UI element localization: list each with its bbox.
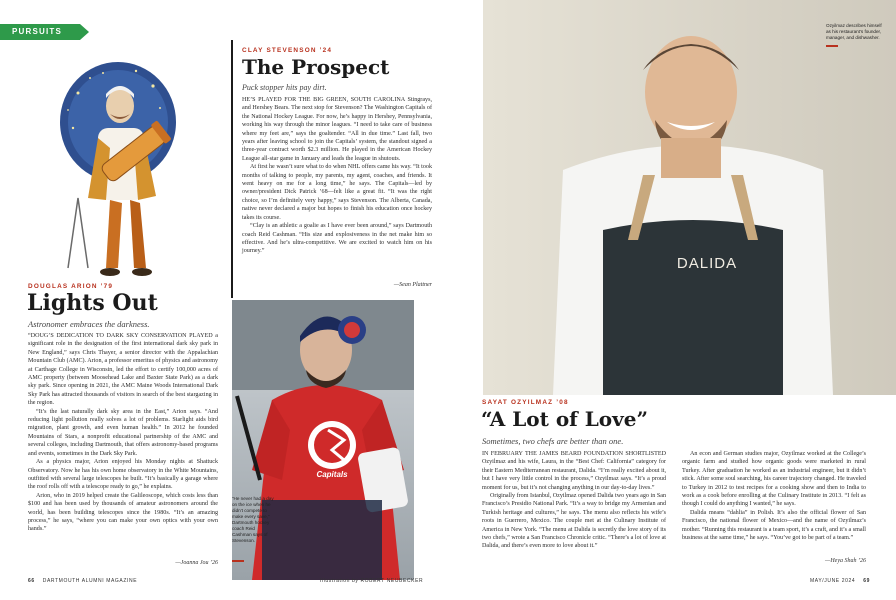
lights-out-byline: —Joanna Jou ’26 — [175, 560, 218, 566]
love-body-left — [482, 450, 666, 551]
jersey-text: Capitals — [316, 470, 348, 479]
love-paragraph: Dalida means “dahlia” in Polish. It’s also the official flower of San Francisco, the national flower of Mexico—and the name of Ozyilmaz’s mother. “Running this restaurant is a team sport, it’s a craft, and it’s a small business at the same time,” he says. “You’ve got to be part of a team.” — [682, 509, 866, 542]
love-body-right — [682, 450, 866, 542]
right-page-number: 69 — [863, 578, 870, 584]
love-paragraph: IN FEBRUARY THE JAMES BEARD FOUNDATION SHORTLISTED Ozyilmaz and his wife, Laura, in the “Best Chef: California” category for their Eastern Mediterranean restaurant, Dalida. “I’m really excited about it, but I have very little control in the process,” Ozyilmaz says. “It’s a proud moment for us, but it’s not changing anything in our day-to-day lives.” — [482, 451, 666, 491]
prospect-paragraph: At first he wasn’t sure what to do when NHL offers came his way. “It took months of talking to people, my parents, my agent, coaches, and friends. It went heavy on me for a long time,” he says. The Capitals—led by owner/president Dick Patrick ’68—felt like a great fit. “It was the right choice, so I’m definitely very happy,” says Stevenson. The Alberta, Canada, native never declared a major but hopes to finish his education once hockey takes its course. — [242, 164, 432, 221]
astronomer-illustration — [48, 38, 188, 283]
illustration-credit: Illustration by ROBERT NEUBECKER — [320, 578, 424, 584]
column-rule — [231, 40, 233, 298]
prospect-kicker: CLAY STEVENSON ’24 — [242, 47, 333, 54]
prospect-body — [242, 96, 432, 256]
prospect-byline: —Sean Plattner — [393, 282, 432, 288]
love-headline: “A Lot of Love” — [481, 407, 648, 431]
lights-out-paragraph: As a physics major, Arion enjoyed his Monday nights at Shattuck Observatory. Now he has his own home observatory in the White Mountains, outfitted with several large telescopes he built. “It’s basically a garage where the roof rolls off with a telescope ready to go,” he explains. — [28, 459, 218, 491]
left-page-number: 66 — [28, 578, 35, 584]
apron-text: DALIDA — [676, 255, 738, 272]
prospect-paragraph: HE’S PLAYED FOR THE BIG GREEN, SOUTH CAROLINA Stingrays, and Hershey Bears. The next stop for Stevenson? The Washington Capitals of the National Hockey League. For now, he’s happy in Hershey, Pennsylvania, working his way through the minor leagues. “I need to take care of business where my feet are,” says the goaltender. “All in due time.” Last fall, two years after leaving school to join the Capitals’ system, the standout signed a three-year contract worth $2.3 million. He played in the American Hockey League all-star game in January and leads the league in shutouts. — [242, 97, 432, 162]
left-publication: DARTMOUTH ALUMNI MAGAZINE — [42, 578, 138, 584]
lights-out-paragraph: “It’s the last naturally dark sky area in the East,” Arion says. “And reducing light pollution really solves a lot of problems. Starlight aids bird migration, plant growth, and even human health.” In 2012 he founded Mountains of Stars, a nonprofit educational partnership of the AMC and several colleges, including Dartmouth, that offers astronomy-based programs and events, sometimes in the Dark Sky Park. — [28, 408, 218, 457]
prospect-paragraph: “Clay is an athletic a goalie as I have ever been around,” says Dartmouth coach Reid Cashman. “His size and explosiveness in the net make him so effective. And he’s ultra-competitive. We are excited to watch him on his journey.” — [242, 223, 432, 255]
lights-out-paragraph: Arion, who in 2019 helped create the Galileoscope, which costs less than $100 and has been used by thousands of amateur astronomers around the world, has been building telescopes since the 1980s. “It’s an amazing process,” he says, “where you can make your own optics with your own hands.” — [28, 492, 218, 533]
chef-photo — [483, 0, 896, 395]
footer-right — [780, 578, 870, 584]
lights-out-dek: Astronomer embraces the darkness. — [28, 319, 150, 329]
footer-left — [28, 578, 137, 584]
hockey-photo-caption: “He never had a day on the ice when he didn’t compete to make every save,” Dartmouth hockey coach Reid Cashman says of Stevenson. — [232, 496, 274, 543]
love-dek: Sometimes, two chefs are better than one. — [482, 436, 624, 446]
chef-caption-mark — [826, 45, 838, 47]
lights-out-headline: Lights Out — [27, 290, 158, 316]
section-label: PURSUITS — [12, 27, 63, 36]
right-issue: MAY/JUNE 2024 — [810, 578, 856, 584]
love-byline: —Heya Shah ’26 — [825, 558, 866, 564]
love-paragraph: Originally from Istanbul, Ozyilmaz opened Dalida two years ago in San Francisco’s Presidio National Park. “It’s a way to bridge my Armenian and Turkish heritage and cultures,” he says. The menu also reflects his wife’s roots in Guerrero, Mexico. The couple met at the Culinary Institute of America in New York. “The menu at Dalida is secretly the love story of its two chefs,” wrote a San Francisco Chronicle critic. “There’s a lot of love at Dalida, and there’s even more to love about it.” — [482, 493, 666, 550]
chef-photo-caption: Ozyilmaz describes himself as his restaurant’s founder, manager, and dishwasher. — [826, 23, 882, 40]
prospect-dek: Puck stopper hits pay dirt. — [242, 83, 327, 92]
lights-out-kicker: DOUGLAS ARION ’79 — [28, 283, 114, 290]
love-kicker: SAYAT OZYILMAZ ’08 — [482, 399, 569, 406]
love-paragraph: An econ and German studies major, Ozyilmaz worked at the College’s organic farm and studied how organic goods were marketed in rural Turkey. After graduation he worked as an industrial engineer, but it didn’t stick. After some soul searching, his career trajectory changed. He traveled to Turkey in 2012 to test recipes for a cooking show and then to India to work as a cook before enrolling at the Culinary Institute in 2013. “I felt as though I could do anything I wanted,” he says. — [682, 451, 866, 508]
prospect-headline: The Prospect — [242, 55, 390, 79]
lights-out-body — [28, 332, 218, 534]
caption-mark — [232, 560, 244, 562]
lights-out-paragraph: “DOUG’S DEDICATION TO DARK SKY CONSERVATION PLAYED a significant role in the designation of the first international dark sky park in New England,” says Chris Thayer, a senior director with the Appalachian Mountain Club (AMC). Arion, a professor emeritus of physics and astronomy at Carthage College in Wisconsin, led the effort to certify 100,000 acres of AMC property (between Moosehead Lake and Baxter State Park) as a dark sky park. Since opening in 2021, the AMC Maine Woods International Dark Sky Park has attracted thousands of visitors in search of the best stargazing in the region. — [28, 333, 218, 407]
